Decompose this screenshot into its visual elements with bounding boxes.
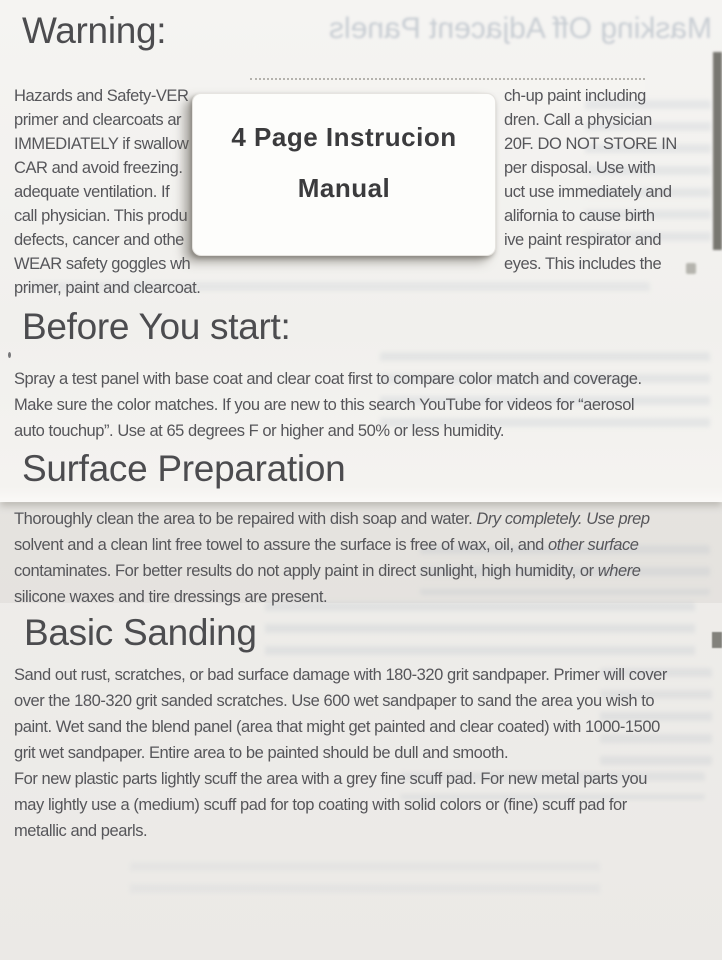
warning-line: adequate ventilation. If uct use immediately and bbox=[14, 183, 672, 201]
warning-line: CAR and avoid freezing. per disposal. Use with bbox=[14, 159, 656, 177]
warning-line: defects, cancer and othe ive paint respirator and bbox=[14, 231, 662, 249]
showthrough-mirrored-heading: Masking Off Adjacent Panels bbox=[329, 12, 712, 45]
showthrough-text-blob bbox=[130, 862, 600, 902]
stray-ink-dot bbox=[8, 352, 11, 358]
scuff-pad-paragraph: For new plastic parts lightly scuff the area with a grey fine scuff pad. For new metal parts you may lightly use a (medium) scuff pad for top coating with solid colors or (fine) scuff pad for metallic and pearls. bbox=[14, 770, 648, 840]
photo-right-edge-shadow bbox=[713, 52, 722, 250]
warning-line: primer and clearcoats ar dren. Call a physician bbox=[14, 111, 652, 129]
sticker-title-line2: Manual bbox=[297, 173, 391, 203]
photo-edge-smudge bbox=[712, 632, 722, 648]
warning-line: primer, paint and clearcoat. bbox=[14, 279, 201, 297]
warning-line: call physician. This produ alifornia to cause birth bbox=[14, 207, 655, 225]
basic-sanding-heading: Basic Sanding bbox=[24, 612, 257, 653]
instruction-manual-sticker bbox=[192, 93, 496, 256]
before-you-start-heading: Before You start: bbox=[22, 306, 291, 347]
showthrough-text-blob bbox=[265, 602, 695, 660]
warning-line: IMMEDIATELY if swallow 20F. DO NOT STORE IN bbox=[14, 135, 677, 153]
before-you-start-paragraph: Spray a test panel with base coat and clear coat first to compare color match and coverage. Make sure the color matches. If you are new to this search YouTube for videos for “aerosol auto touchup”. Use at 65 degrees F or higher and 50% or less humidity. bbox=[14, 370, 642, 440]
photo-edge-smudge bbox=[686, 263, 696, 274]
warning-heading: Warning: bbox=[22, 10, 167, 51]
sticker-title-line1: 4 Page Instrucion bbox=[231, 122, 457, 152]
basic-sanding-paragraph: Sand out rust, scratches, or bad surface damage with 180-320 grit sandpaper. Primer will cover over the 180-320 grit sanded scratches. Use 600 wet sandpaper to sand the area you wish to paint. Wet sand the blend panel (area that might get painted and clear coated) with 1000-1500 grit wet sandpaper. Entire area to be painted should be dull and smooth. bbox=[14, 666, 667, 762]
surface-preparation-heading: Surface Preparation bbox=[22, 448, 346, 489]
surface-preparation-paragraph: Thoroughly clean the area to be repaired with dish soap and water. Dry completely. Use prep solvent and a clean lint free towel to assure the surface is free of wax, oil, and other surface contaminates. For better results do not apply paint in direct sunlight, high humidity, or where silicone waxes and tire dressings are present. bbox=[14, 510, 650, 606]
warning-line: Hazards and Safety-VER ch-up paint including bbox=[14, 87, 646, 105]
warning-line: WEAR safety goggles wh eyes. This includes the bbox=[14, 255, 662, 273]
